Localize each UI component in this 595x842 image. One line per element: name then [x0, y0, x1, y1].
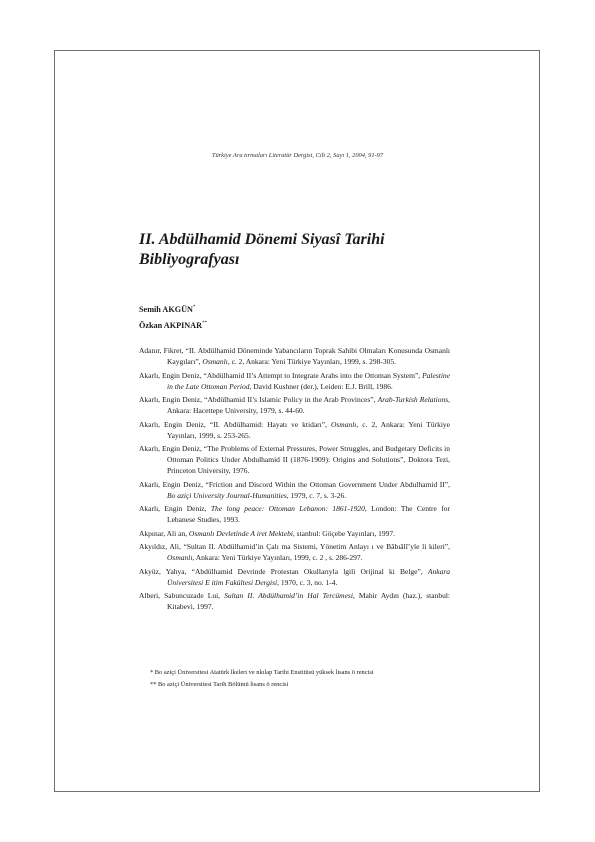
title-line: II. Abdülhamid Dönemi Siyasî Tarihi [139, 231, 385, 248]
footnote-mark: * [192, 305, 196, 310]
bibliography-entry: Akarlı, Engin Deniz, “II. Abdülhamid: Hayatı ve ktidarı”, Osmanlı, c. 2, Ankara: Yeni Türkiye Yayınları, 1999, s. 253-265. [139, 419, 450, 440]
footnote: ** Bo aziçi Üniversitesi Tarih Bölümü lisans ö rencisi [150, 681, 289, 688]
ref-italic: Bo aziçi University Journal-Humanities [167, 490, 287, 500]
ref-italic: Palestine in the Late Ottoman Period [167, 370, 450, 391]
author [139, 301, 207, 317]
author [139, 317, 207, 333]
bibliography-entry: Akarlı, Engin Deniz, The long peace: Ottoman Lebanon: 1861-1920, London: The Centre for Lebanese Studies, 1993. [139, 504, 450, 525]
author-name: Semih AKGÜN [139, 305, 193, 314]
ref-italic: Osmanlı [330, 419, 357, 429]
ref-italic: Arab-Turkish Relations [377, 395, 449, 404]
ref-italic: The long peace: Ottoman Lebanon: 1861-1920 [210, 504, 365, 514]
ref-italic: Ankara Üniversitesi E itim Fakültesi Dergisi [167, 566, 450, 587]
bibliography-entry: Akarlı, Engin Deniz, “Abdülhamid II’s Islamic Policy in the Arab Provinces”, Arab-Turkish Relations, Ankara: Hacettepe University, 1979, s. 44-60. [139, 395, 451, 416]
bibliography-entry: Akarlı, Engin Deniz, “The Problems of External Pressures, Power Struggles, and Budgetary Deficits in Ottoman Politics Under Abdulhamid II (1876-1909): Origins and Solutions”, Doktora Tezi, Princeton University, 1976. [139, 444, 450, 476]
bibliography-entry: Akarlı, Engin Deniz, “Friction and Discord Within the Ottoman Government Under Abdulhamid II”, Bo aziçi University Journal-Humanities, 1979, c. 7, s. 3-26. [139, 479, 450, 500]
bibliography-entry: Akarlı, Engin Deniz, “Abdülhamid II’s Attempt to Integrate Arabs into the Ottoman System”, Palestine in the Late Ottoman Period, David Kushner (der.), Leiden: E.J. Brill, 1986. [139, 370, 450, 391]
bibliography-entry: Adanır, Fikret, “II. Abdülhamid Döneminde Yabancıların Toprak Sahibi Olmaları Konusunda Osmanlı Kaygıları”, Osmanlı, c. 2, Ankara: Yeni Türkiye Yayınları, 1999, s. 298-305. [139, 346, 450, 367]
ref-italic: Osmanlı [167, 553, 193, 563]
footnote-mark: ** [202, 321, 208, 326]
title-line: Bibliyografyası [139, 251, 240, 268]
bibliography-entry: Alberi, Sabuncuzade Lui, Sultan II. Abdülhamid’in Hal Tercümesi, Mahir Aydın (haz.), stanbul: Kitabevi, 1997. [139, 591, 450, 612]
journal-citation: Türkiye Ara tırmaları Literatür Dergisi, Cilt 2, Sayı 1, 2004, 91-97 [211, 152, 384, 159]
footnote: * Bo aziçi Üniversitesi Atatürk lkeleri ve nkılap Tarihi Enstitüsü yüksek lisans ö rencisi [150, 669, 374, 676]
bibliography-list [139, 345, 450, 615]
bibliography-entry: Akpınar, Ali an, Osmanlı Devletinde A iret Mektebi, stanbul: Göçebe Yayınları, 1997. [139, 528, 395, 538]
author-name: Özkan AKPINAR [139, 321, 203, 330]
ref-italic: Sultan II. Abdülhamid’in Hal Tercümesi [224, 591, 353, 600]
bibliography-entry: Akyüz, Yahya, “Abdülhamid Devrinde Protestan Okullarıyla lgili Orijinal ki Belge”, Ankara Üniversitesi E itim Fakültesi Dergisi, 1970, c. 3, no. 1-4. [139, 566, 450, 587]
ref-italic: Osmanlı Devletinde A iret Mektebi [188, 528, 293, 538]
article-title [139, 230, 469, 270]
ref-italic: Osmanlı [202, 357, 228, 367]
author-list [139, 301, 207, 333]
bibliography-entry: Akyıldız, Ali, “Sultan II. Abdülhamid’in Çalı ma Sistemi, Yönetim Anlayı ı ve Bâbıâlî’yle li kileri”, Osmanlı, Ankara: Yeni Türkiye Yayınları, 1999, c. 2 , s. 286-297. [139, 542, 450, 563]
footnotes [150, 668, 450, 692]
